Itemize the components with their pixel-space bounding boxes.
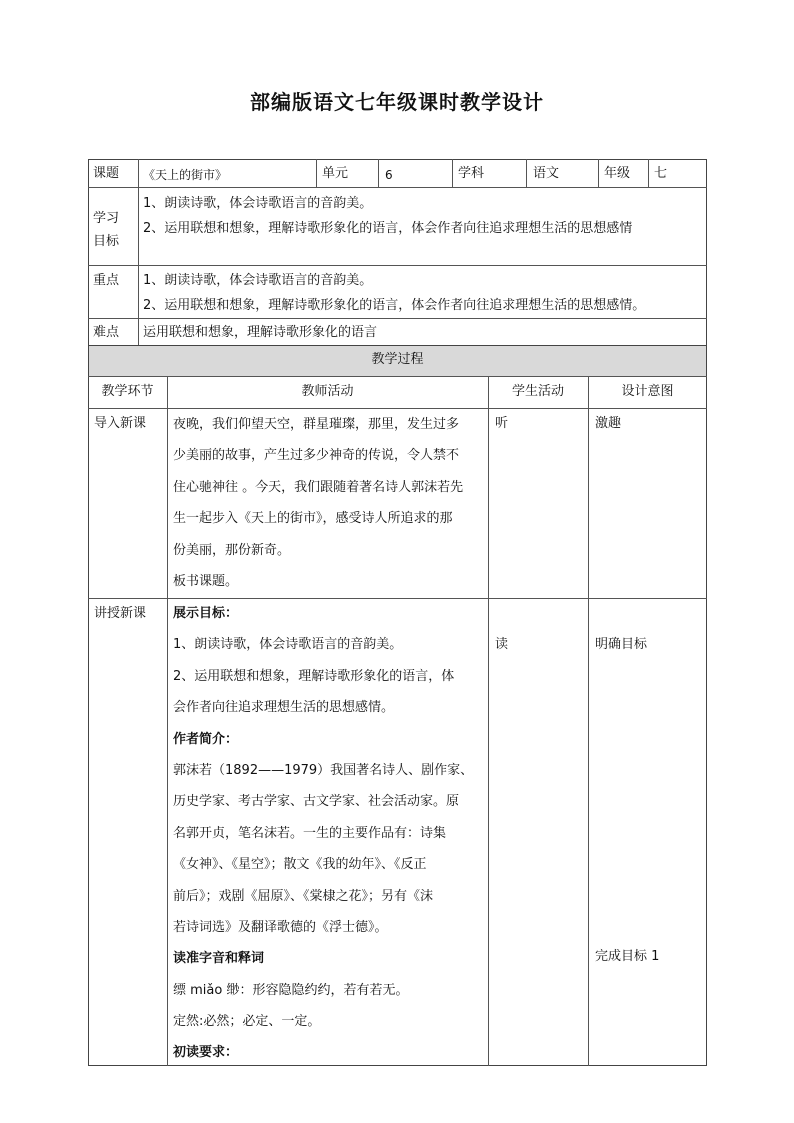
intro-design-intent: 激趣 — [595, 416, 622, 431]
col-header-student: 学生活动 — [511, 384, 564, 399]
col-header-intent: 设计意图 — [621, 384, 674, 399]
show-goals-heading: 展示目标： — [173, 606, 239, 621]
intro-student-activity: 听 — [495, 416, 509, 431]
lecture-line: 1、朗读诗歌，体会诗歌语言的音韵美。 — [173, 637, 403, 653]
intro-line: 夜晚，我们仰望天空，群星璀璨，那里，发生过多 — [173, 417, 460, 432]
lecture-design-intent-2: 完成目标 1 — [595, 949, 660, 964]
unit-value: 6 — [385, 168, 393, 182]
lecture-teacher-activity — [173, 598, 473, 1069]
unit-label: 单元 — [322, 166, 349, 181]
lecture-design-intent-1: 明确目标 — [595, 637, 648, 652]
lecture-line: 前后》；戏剧《屈原》、《棠棣之花》；另有《沫 — [173, 888, 434, 904]
lecture-line: 2、运用联想和想象，理解诗歌形象化的语言，体 — [173, 668, 455, 684]
key-point-item-1: 1、朗读诗歌，体会诗歌语言的音韵美。 — [143, 273, 373, 288]
intro-teacher-activity — [173, 409, 463, 597]
lecture-stage: 讲授新课 — [94, 606, 147, 621]
intro-line: 住心驰神往 。今天，我们跟随着著名诗人郭沫若先 — [173, 479, 464, 495]
first-reading-heading: 初读要求： — [173, 1045, 239, 1061]
subject-value: 语文 — [533, 166, 560, 181]
grade-label: 年级 — [604, 166, 631, 181]
lecture-line: 定然:必然；必定、一定。 — [173, 1014, 321, 1030]
lecture-line: 《女神》、《星空》；散文《我的幼年》、《反正 — [173, 857, 427, 873]
page-title: 部编版语文七年级课时教学设计 — [250, 90, 544, 114]
lecture-line: 郭沫若（1892——1979）我国著名诗人、剧作家、 — [173, 762, 474, 778]
difficulty-label: 难点 — [93, 325, 120, 340]
key-points-label: 重点 — [93, 273, 120, 288]
pronunciation-heading: 读准字音和释词 — [173, 951, 265, 967]
lecture-student-activity: 读 — [495, 637, 509, 652]
intro-line: 板书课题。 — [173, 573, 239, 589]
col-header-stage: 教学环节 — [101, 384, 154, 399]
difficulty-value: 运用联想和想象，理解诗歌形象化的语言 — [143, 325, 378, 340]
topic-value: 《天上的街市》 — [143, 168, 228, 182]
process-band-title: 教学过程 — [371, 352, 424, 367]
col-header-teacher: 教师活动 — [301, 384, 354, 399]
key-point-item-2: 2、运用联想和想象，理解诗歌形象化的语言，体会作者向往追求理想生活的思想感情。 — [143, 298, 646, 313]
intro-stage: 导入新课 — [94, 416, 147, 431]
intro-line: 少美丽的故事，产生过多少神奇的传说，令人禁不 — [173, 448, 460, 464]
author-intro-heading: 作者简介： — [173, 731, 239, 747]
grade-value: 七 — [654, 166, 668, 181]
subject-label: 学科 — [458, 166, 485, 181]
intro-line: 生一起步入《天上的街市》，感受诗人所追求的那 — [173, 511, 453, 527]
goal-item-1: 1、朗读诗歌，体会诗歌语言的音韵美。 — [143, 196, 373, 211]
lecture-line: 若诗词选》及翻译歌德的《浮士德》。 — [173, 919, 388, 935]
lecture-line: 缥 miǎo 缈：形容隐隐约约，若有若无。 — [173, 982, 409, 998]
lecture-line: 会作者向往追求理想生活的思想感情。 — [173, 700, 395, 716]
intro-line: 份美丽，那份新奇。 — [173, 542, 291, 558]
goal-item-2: 2、运用联想和想象，理解诗歌形象化的语言，体会作者向往追求理想生活的思想感情 — [143, 221, 633, 236]
lecture-line: 名郭开贞，笔名沫若。一生的主要作品有：诗集 — [173, 825, 447, 841]
lecture-line: 历史学家、考古学家、古文学家、社会活动家。原 — [173, 794, 460, 810]
topic-label: 课题 — [93, 166, 120, 181]
goals-label-line1: 学习 — [93, 211, 120, 226]
goals-label-line2: 目标 — [93, 234, 120, 249]
